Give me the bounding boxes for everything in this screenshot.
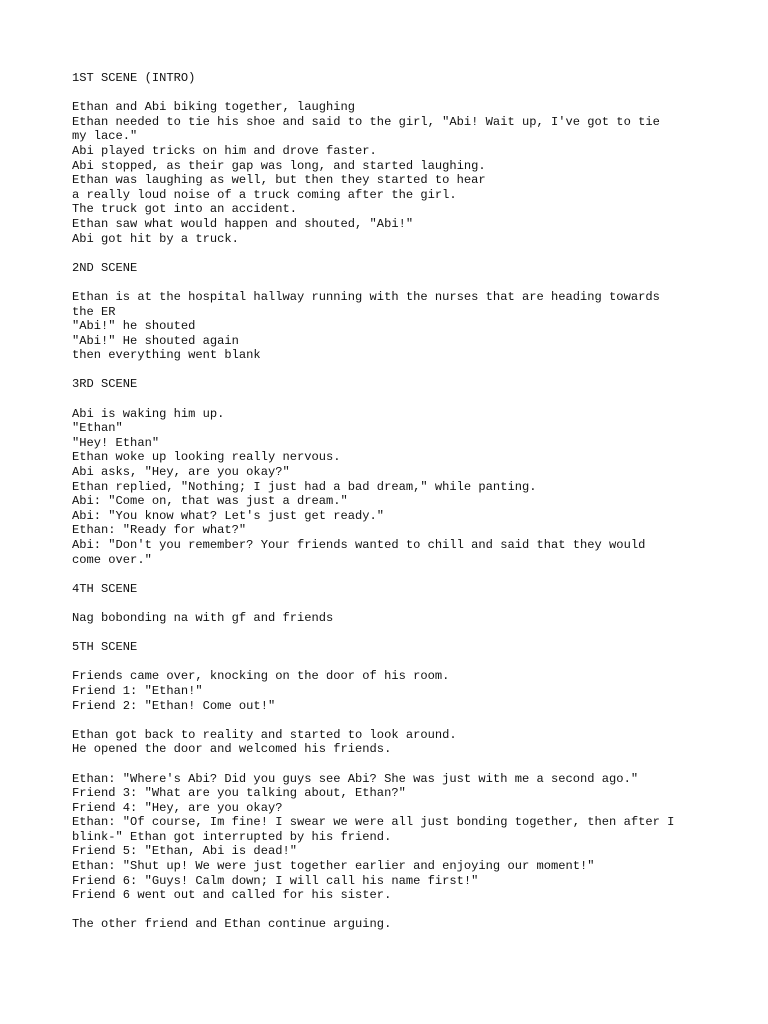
scene-5-line: The other friend and Ethan continue arguing. [72,917,392,932]
scene-4-heading: 4TH SCENE [72,581,138,596]
scene-3-line: Abi asks, "Hey, are you okay?" [72,465,290,480]
scene-1-line: Abi played tricks on him and drove faster. [72,143,377,158]
scene-1-line: my lace." [72,129,138,144]
blank-line [72,567,712,582]
scene-1-line: Ethan and Abi biking together, laughing [72,100,356,115]
scene-2-line: Ethan is at the hospital hallway running with the nurses that are heading towards [72,289,660,304]
scene-5-line: Friend 1: "Ethan!" [72,683,203,698]
scene-3-line: come over." [72,552,152,567]
scene-5-line: blink-" Ethan got interrupted by his friend. [72,829,392,844]
scene-1-line: Abi got hit by a truck. [72,231,239,246]
scene-1-line: Ethan saw what would happen and shouted, "Abi!" [72,216,414,231]
scene-3-line: Abi: "You know what? Let's just get ready." [72,508,385,523]
blank-line [72,596,712,611]
blank-line [72,903,712,918]
scene-5-line: Ethan: "Of course, Im fine! I swear we were all just bonding together, then after I [72,815,675,830]
scene-5-line: Friend 6: "Guys! Calm down; I will call his name first!" [72,873,479,888]
scene-1-line: Ethan needed to tie his shoe and said to the girl, "Abi! Wait up, I've got to tie [72,114,660,129]
scene-5-line: Friend 4: "Hey, are you okay? [72,800,283,815]
blank-line [72,275,712,290]
scene-4-line: Nag bobonding na with gf and friends [72,610,334,625]
scene-5-line: Ethan: "Where's Abi? Did you guys see Abi? She was just with me a second ago." [72,771,639,786]
blank-line [72,363,712,378]
scene-3-line: Ethan replied, "Nothing; I just had a bad dream," while panting. [72,479,537,494]
scene-1-line: a really loud noise of a truck coming after the girl. [72,187,457,202]
blank-line [72,757,712,772]
blank-line [72,86,712,101]
scene-5-heading: 5TH SCENE [72,640,138,655]
scene-3-line: "Hey! Ethan" [72,435,160,450]
scene-5-line: Friend 3: "What are you talking about, Ethan?" [72,786,406,801]
scene-3-line: Ethan: "Ready for what?" [72,523,247,538]
scene-5-line: He opened the door and welcomed his friends. [72,742,392,757]
script-document [72,71,712,932]
scene-5-line: Ethan: "Shut up! We were just together earlier and enjoying our moment!" [72,859,595,874]
scene-1-line: Abi stopped, as their gap was long, and started laughing. [72,158,486,173]
scene-5-line: Friend 6 went out and called for his sister. [72,888,392,903]
scene-2-heading: 2ND SCENE [72,260,138,275]
blank-line [72,626,712,641]
blank-line [72,246,712,261]
scene-5-line: Friend 2: "Ethan! Come out!" [72,698,276,713]
blank-line [72,392,712,407]
scene-3-line: Abi: "Come on, that was just a dream." [72,494,348,509]
scene-3-line: "Ethan" [72,421,123,436]
scene-2-line: "Abi!" he shouted [72,319,196,334]
blank-line [72,655,712,670]
scene-5-line: Friends came over, knocking on the door of his room. [72,669,450,684]
scene-2-line: then everything went blank [72,348,261,363]
scene-3-line: Abi is waking him up. [72,406,225,421]
scene-1-line: Ethan was laughing as well, but then they started to hear [72,173,486,188]
scene-2-line: the ER [72,304,116,319]
scene-5-line: Ethan got back to reality and started to look around. [72,727,457,742]
scene-2-line: "Abi!" He shouted again [72,333,239,348]
scene-3-heading: 3RD SCENE [72,377,138,392]
scene-3-line: Abi: "Don't you remember? Your friends wanted to chill and said that they would [72,538,646,552]
scene-1-heading: 1ST SCENE (INTRO) [72,71,196,85]
scene-5-line: Friend 5: "Ethan, Abi is dead!" [72,844,297,859]
scene-3-line: Ethan woke up looking really nervous. [72,450,341,465]
scene-1-line: The truck got into an accident. [72,202,297,217]
blank-line [72,713,712,728]
